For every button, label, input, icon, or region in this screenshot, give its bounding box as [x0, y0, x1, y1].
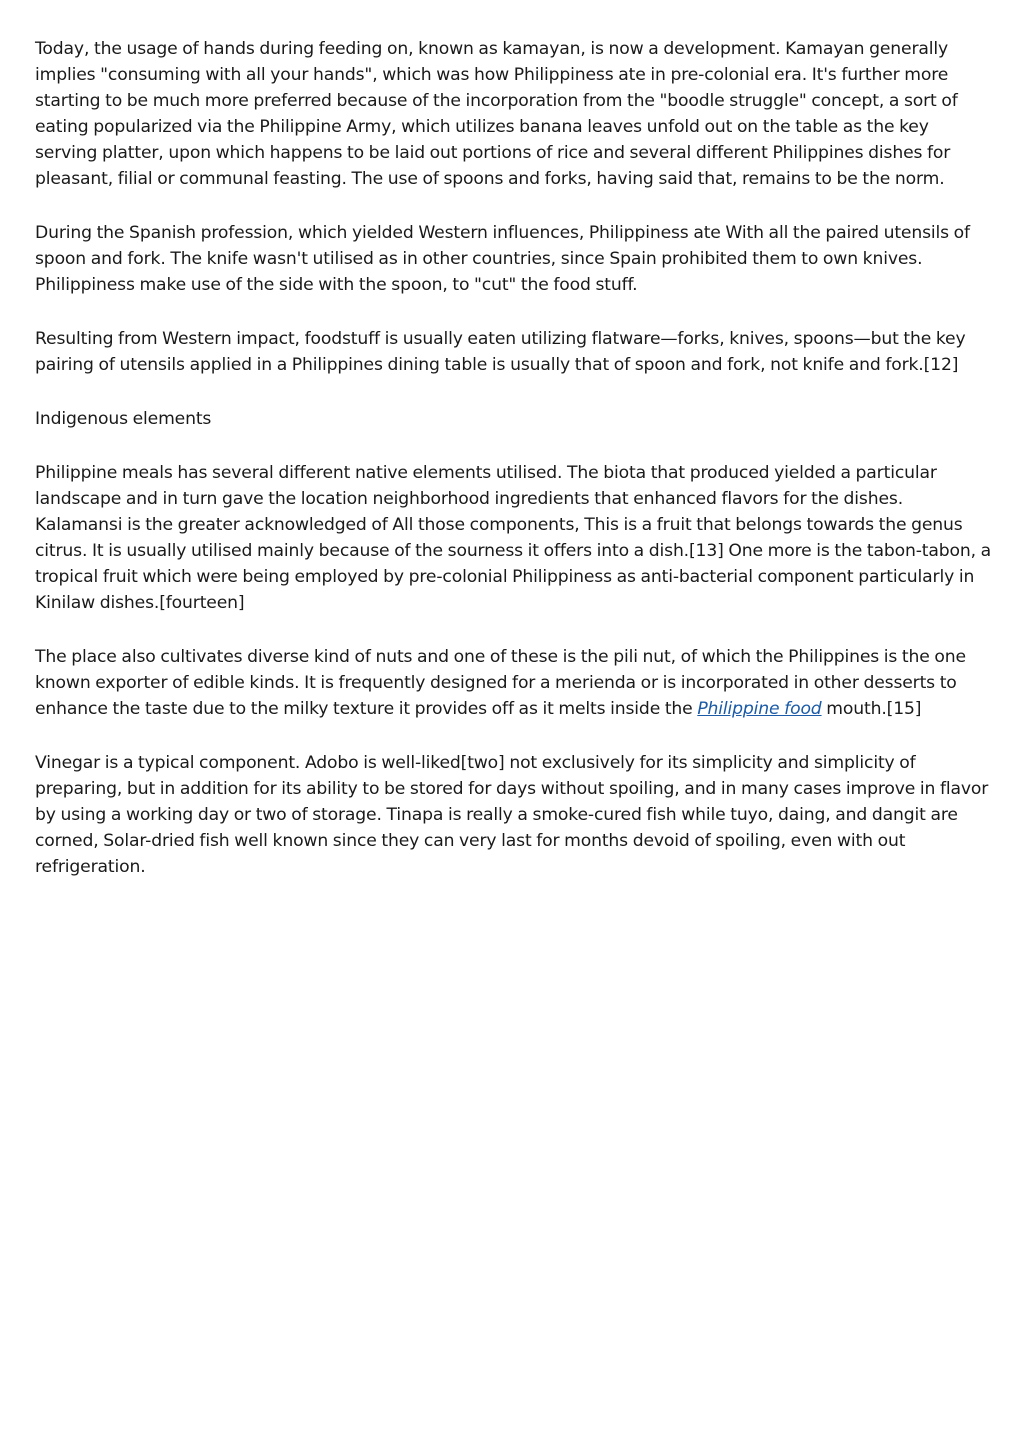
- paragraph-native-elements: Philippine meals has several different native elements utilised. The biota that produced yielded a particular landscape and in turn gave the location neighborhood ingredients that enhanced flavors for the dishes. Kalamansi is the greater acknowledged of All those components, This is a fruit that belongs towards the genus citrus. It is usually utilised mainly because of the sourness it offers into a dish.[13] One more is the tabon-tabon, a tropical fruit which were being employed by pre-colonial Philippiness as anti-bacterial component particularly in Kinilaw dishes.[fourteen]: [35, 463, 992, 613]
- nuts-text-before: The place also cultivates diverse kind of nuts and one of these is the pili nut, of which the Philippines is the one known exporter of edible kinds. It is frequently designed for a merienda or is incorporated in other desserts to enhance the taste due to the milky texture it provides off as it melts inside the: [35, 647, 966, 719]
- paragraph-spanish-utensils: During the Spanish profession, which yielded Western influences, Philippiness ate With all the paired utensils of spoon and fork. The knife wasn't utilised as in other countries, since Spain prohibited them to own knives. Philippiness make use of the side with the spoon, to "cut" the food stuff.: [35, 223, 970, 295]
- philippine-food-link[interactable]: Philippine food: [697, 699, 822, 719]
- paragraph-western-impact: Resulting from Western impact, foodstuff is usually eaten utilizing flatware—forks, knives, spoons—but the key pairing of utensils applied in a Philippines dining table is usually that of spoon and fork, not knife and fork.[12]: [35, 329, 966, 375]
- paragraph-vinegar: Vinegar is a typical component. Adobo is well-liked[two] not exclusively for its simplicity and simplicity of preparing, but in addition for its ability to be stored for days without spoiling, and in many cases improve in flavor by using a working day or two of storage. Tinapa is really a smoke-cured fish while tuyo, daing, and dangit are corned, Solar-dried fish well known since they can very last for months devoid of spoiling, even with out refrigeration.: [35, 753, 989, 877]
- section-heading-indigenous: Indigenous elements: [35, 409, 212, 429]
- nuts-text-after: mouth.[15]: [821, 699, 922, 719]
- paragraph-nuts: [35, 644, 995, 722]
- paragraph-kamayan: Today, the usage of hands during feeding on, known as kamayan, is now a development. Kamayan generally implies "consuming with all your hands", which was how Philippiness ate in pre-colonial era. It's further more starting to be much more preferred because of the incorporation from the "boodle struggle" concept, a sort of eating popularized via the Philippine Army, which utilizes banana leaves unfold out on the table as the key serving platter, upon which happens to be laid out portions of rice and several different Philippines dishes for pleasant, filial or communal feasting. The use of spoons and forks, having said that, remains to be the norm.: [35, 39, 958, 189]
- document-body: [35, 36, 995, 908]
